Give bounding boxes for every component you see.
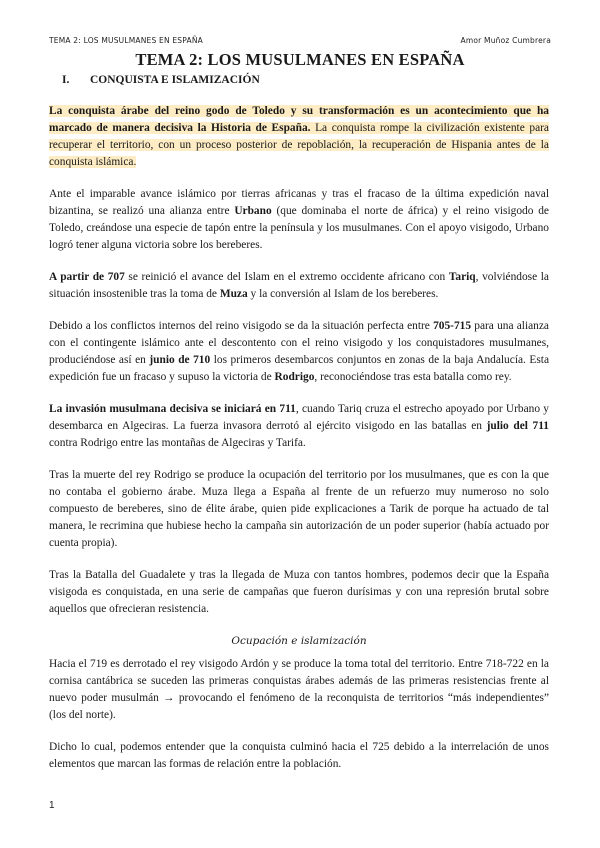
subsection-title: Ocupación e islamización <box>231 635 367 647</box>
text: contra Rodrigo entre las montañas de Algeciras y Tarifa. <box>49 437 306 449</box>
paragraph-707 <box>49 269 549 303</box>
text: , cuando Tariq cruza el estrecho apoyado por Urbano y desembarca en Algeciras. La fuerza invasora derrotó al ejército visigodo en las batallas en <box>49 403 549 432</box>
text: y la conversión al Islam de los bereberes. <box>247 288 439 300</box>
bold-text: 705-715 <box>433 320 472 332</box>
text: , reconociéndose tras esta batalla como rey. <box>314 371 512 383</box>
highlighted-rest-text: La conquista rompe la civilización existente para recuperar el territorio, con un proceso posterior de repoblación, la recuperación de Hispania antes de la conquista islámica. <box>49 122 549 168</box>
paragraph-725: Dicho lo cual, podemos entender que la conquista culminó hacia el 725 debido a la interrelación de unos elementos que marcan las formas de relación entre la población. <box>49 741 549 770</box>
bold-text: julio del 711 <box>486 420 549 432</box>
section-heading <box>62 74 260 86</box>
paragraph-711 <box>49 401 549 452</box>
header-author: Amor Muñoz Cumbrera <box>460 36 551 45</box>
paragraph-719: Hacia el 719 es derrotado el rey visigodo Ardón y se produce la toma total del territorio. Entre 718-722 en la cornisa cantábrica se suceden las primeras conquistas árabes además de las primeras resistencias frente al nuevo poder musulmán → provocando el fenómeno de la reconquista de territorios “más independientes” (los del norte). <box>49 658 549 721</box>
paragraph-705-715 <box>49 318 549 386</box>
section-title: CONQUISTA E ISLAMIZACIÓN <box>90 74 260 86</box>
text: para una alianza con el contingente islámico ante el descontento con el reino visigodo y los conquistadores musulmanes, produciéndose así en <box>49 320 549 366</box>
document-body <box>49 103 549 788</box>
bold-text: junio de 710 <box>149 354 211 366</box>
highlighted-text <box>49 105 549 168</box>
text: , volviéndose la situación insostenible tras la toma de <box>49 271 549 300</box>
bold-text: Rodrigo <box>274 371 315 383</box>
page-header <box>49 36 551 50</box>
paragraph-rodrigo-death: Tras la muerte del rey Rodrigo se produce la ocupación del territorio por los musulmanes, que es con la que no contaba el gobierno árabe. Muza llega a España al frente de un refuerzo muy numeroso no solo compuesto de bereberes, sino de élite árabe, quien pide explicaciones a Tarik de porque ha actuado de tal manera, le recrimina que hubiese hecho la campaña sin autorización de un poder superior (había actuado por cuenta propia). <box>49 469 549 549</box>
text: los primeros desembarcos conjuntos en zonas de la baja Andalucía. Esta expedición fue un fracaso y supuso la victoria de <box>49 354 550 383</box>
header-left-text: TEMA 2: LOS MUSULMANES EN ESPAÑA <box>49 36 203 45</box>
paragraph-intro <box>49 103 549 171</box>
page-number: 1 <box>49 800 55 811</box>
document-title: TEMA 2: LOS MUSULMANES EN ESPAÑA <box>135 50 465 69</box>
bold-text: Tariq <box>448 271 476 283</box>
paragraph-guadalete: Tras la Batalla del Guadalete y tras la llegada de Muza con tantos hombres, podemos decir que la España visigoda es conquistada, en una serie de campañas que fueron durísimas y con una represión brutal sobre aquellos que ofrecieran resistencia. <box>49 569 549 615</box>
section-number: I. <box>62 74 70 86</box>
text: Debido a los conflictos internos del reino visigodo se da la situación perfecta entre <box>49 320 434 332</box>
bold-text: Muza <box>219 288 248 300</box>
text: Ante el imparable avance islámico por tierras africanas y tras el fracaso de la última expedición naval bizantina, se realizó una alianza entre <box>49 188 549 217</box>
bold-text: A partir de 707 <box>49 271 125 283</box>
paragraph-urbano <box>49 186 549 254</box>
bold-text: La invasión musulmana decisiva se iniciará en 711 <box>49 403 296 415</box>
text: (que dominaba el norte de áfrica) y el reino visigodo de Toledo, creándose una especie de tapón entre la península y los musulmanes. Con el apoyo visigodo, Urbano logró tener alguna victoria sobre los bereberes. <box>49 205 549 251</box>
bold-text: Urbano <box>234 205 272 217</box>
text: se reinició el avance del Islam en el extremo occidente africano con <box>124 271 449 283</box>
highlighted-bold-text: La conquista árabe del reino godo de Toledo y su transformación es un acontecimiento que ha marcado de manera decisiva la Historia de España. <box>49 105 549 134</box>
